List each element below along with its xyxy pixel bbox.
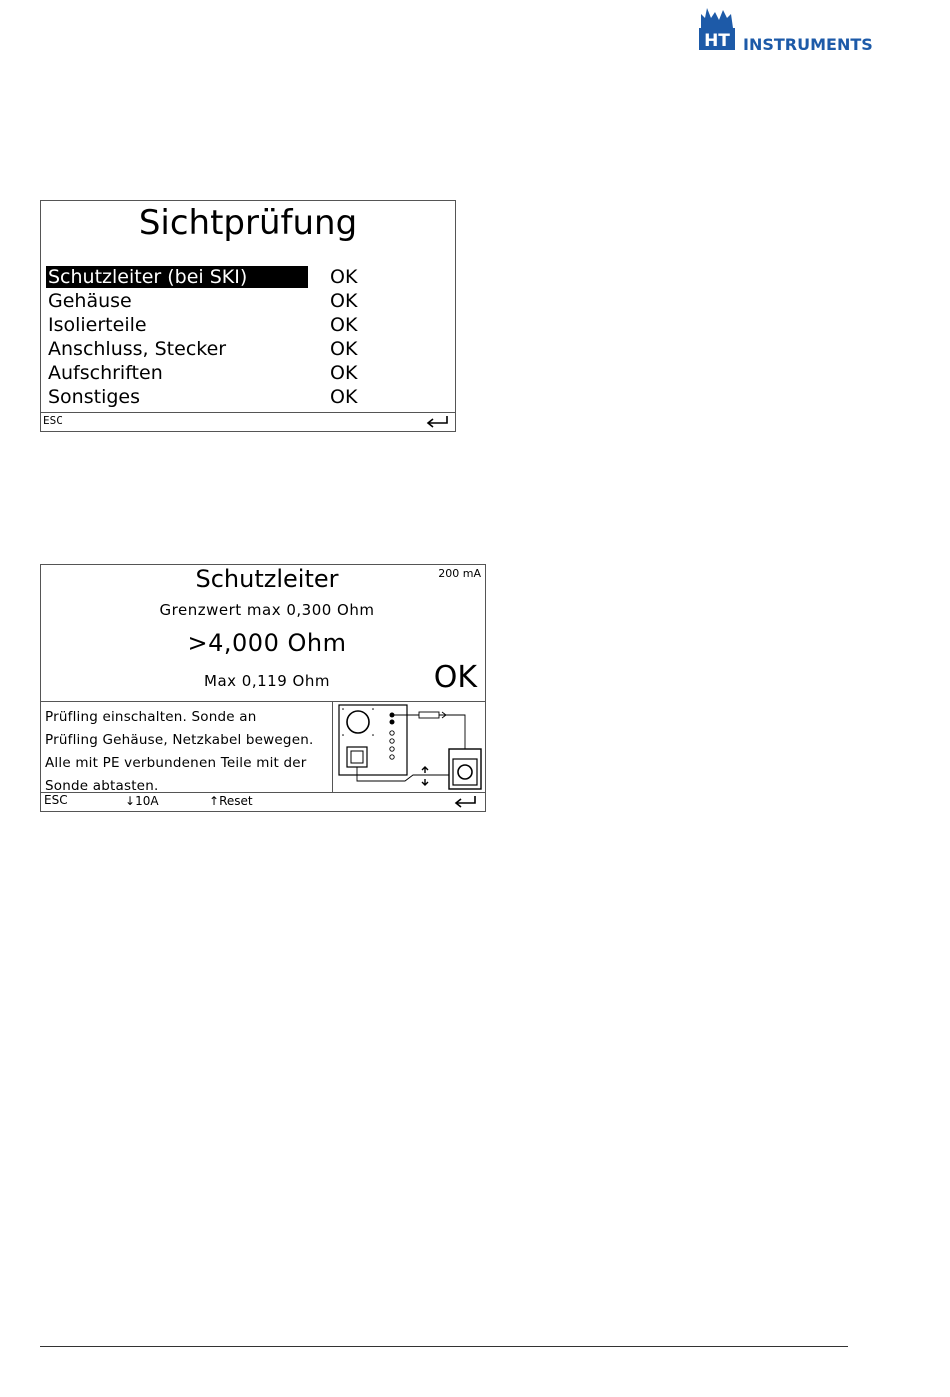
limit-value: Grenzwert max 0,300 Ohm (159, 601, 375, 619)
list-item[interactable] (46, 386, 446, 410)
range-10a-softkey[interactable] (125, 794, 159, 808)
logo-text: INSTRUMENTS (743, 35, 873, 54)
item-status: OK (330, 314, 358, 336)
ht-instruments-logo (697, 6, 882, 52)
arrow-up-icon: ↑ (209, 794, 220, 808)
item-status: OK (330, 290, 358, 312)
item-label: Schutzleiter (bei SKI) (46, 266, 308, 288)
list-item[interactable] (46, 362, 446, 386)
item-status: OK (330, 386, 358, 408)
arrow-down-icon: ↓ (125, 794, 136, 808)
item-label: Isolierteile (48, 314, 147, 336)
softkey-label: 10A (135, 794, 159, 808)
softkey-bar (41, 792, 485, 811)
list-item[interactable] (46, 314, 446, 338)
softkey-label: Reset (219, 794, 253, 808)
instruction-line: Prüfling Gehäuse, Netzkabel bewegen. (45, 732, 314, 748)
divider (41, 701, 485, 702)
item-status: OK (330, 362, 358, 384)
esc-softkey[interactable]: ESC (44, 793, 68, 807)
list-item[interactable] (46, 338, 446, 362)
instruction-line: Alle mit PE verbundenen Teile mit der (45, 755, 307, 771)
enter-icon[interactable] (453, 794, 477, 808)
max-value: Max 0,119 Ohm (204, 672, 330, 690)
list-item[interactable] (46, 266, 446, 290)
list-item[interactable] (46, 290, 446, 314)
ht-logo-icon (697, 6, 737, 52)
instruction-line: Sonde abtasten. (45, 778, 159, 794)
item-label: Gehäuse (48, 290, 132, 312)
item-status: OK (330, 338, 358, 360)
visual-inspection-screen (40, 200, 456, 432)
instruction-line: Prüfling einschalten. Sonde an (45, 709, 257, 725)
item-label: Aufschriften (48, 362, 163, 384)
item-label: Sonstiges (48, 386, 141, 408)
softkey-bar (41, 412, 455, 431)
svg-text:HT: HT (704, 31, 730, 51)
item-status: OK (330, 266, 358, 288)
measured-value: >4,000 Ohm (187, 629, 347, 657)
reset-softkey[interactable] (209, 794, 253, 808)
result-status: OK (433, 660, 477, 695)
divider (332, 701, 333, 793)
screen-title: Schutzleiter (195, 565, 339, 593)
footer-rule (40, 1346, 848, 1347)
connection-diagram-icon (335, 703, 483, 791)
item-label: Anschluss, Stecker (48, 338, 227, 360)
esc-softkey[interactable]: ESC (43, 414, 63, 427)
screen-title: Sichtprüfung (138, 203, 358, 243)
test-current: 200 mA (438, 567, 481, 580)
enter-icon[interactable] (425, 414, 449, 428)
instructions (45, 706, 335, 798)
protective-conductor-screen (40, 564, 486, 812)
